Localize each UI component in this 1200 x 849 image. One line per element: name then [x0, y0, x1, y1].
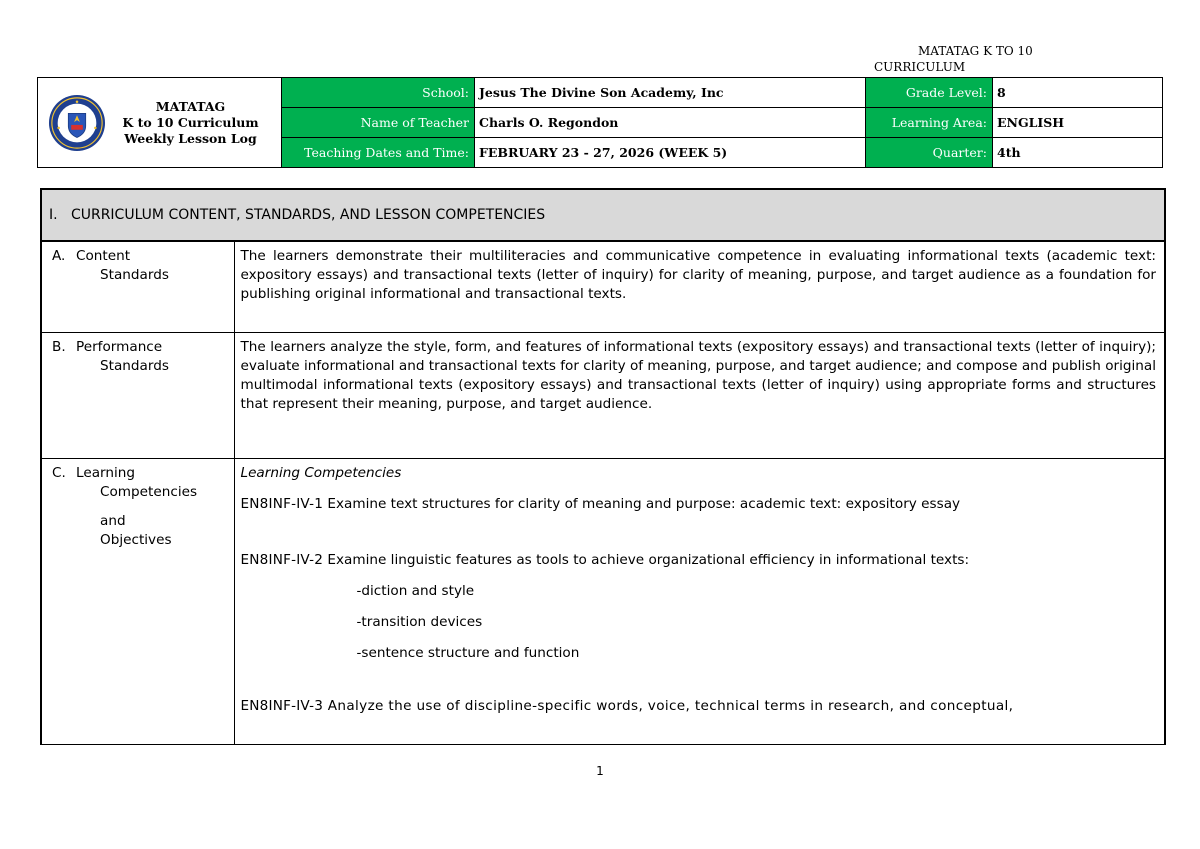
- row-label-line1: Performance: [76, 339, 163, 355]
- content-standards-row: [41, 241, 1165, 333]
- content-standards-text: The learners demonstrate their multiliteracies and communicative competence in evaluating informational texts (academic text: expository essays) and transactional texts (letter of inquiry) for clarity of meaning, purpose, and target audience as a foundation for publishing original informational and transactional texts.: [234, 241, 1165, 333]
- row-letter: B.: [52, 339, 66, 355]
- competency-code: EN8INF-IV-2: [240, 552, 324, 568]
- curriculum-label-line1: MATATAG K TO 10: [918, 44, 1033, 58]
- learning-area-label: Learning Area:: [866, 108, 993, 138]
- section-header-row: [41, 189, 1165, 241]
- section-title: CURRICULUM CONTENT, STANDARDS, AND LESSON COMPETENCIES: [70, 206, 546, 223]
- header-logo-cell: [38, 78, 282, 168]
- row-label-line3: and: [100, 513, 126, 529]
- school-label: School:: [282, 78, 475, 108]
- learning-competencies-row: [41, 459, 1165, 745]
- teacher-value: Charls O. Regondon: [475, 108, 866, 138]
- performance-standards-row: [41, 333, 1165, 459]
- row-label-line1: Content: [76, 248, 131, 264]
- quarter-label: Quarter:: [866, 138, 993, 168]
- row-label-line2: Standards: [100, 267, 169, 283]
- lesson-log-title: [106, 99, 281, 147]
- teaching-dates-value: FEBRUARY 23 - 27, 2026 (WEEK 5): [475, 138, 866, 168]
- grade-level-value: 8: [993, 78, 1163, 108]
- competency-1: [241, 495, 1157, 514]
- performance-standards-label: [41, 333, 234, 459]
- curriculum-label-line2: CURRICULUM: [874, 60, 966, 74]
- content-standards-label: [41, 241, 234, 333]
- learning-competencies-label: [41, 459, 234, 745]
- learning-area-value: ENGLISH: [993, 108, 1163, 138]
- competency-code: EN8INF-IV-1: [240, 496, 324, 512]
- sub-item-transition: -transition devices: [356, 614, 483, 630]
- competency-text: Examine text structures for clarity of meaning and purpose: academic text: expository essay: [323, 496, 961, 512]
- lesson-log-header-table: [37, 77, 1163, 168]
- title-line-matatag: MATATAG: [155, 98, 226, 114]
- school-value: Jesus The Divine Son Academy, Inc: [475, 78, 866, 108]
- competency-text: Analyze the use of discipline-specific words, voice, technical terms in research, and conceptual,: [323, 698, 1014, 714]
- grade-level-label: Grade Level:: [866, 78, 993, 108]
- title-line-weekly-log: Weekly Lesson Log: [124, 130, 257, 146]
- competency-text: Examine linguistic features as tools to achieve organizational efficiency in informational texts:: [323, 552, 970, 568]
- performance-standards-text: The learners analyze the style, form, and features of informational texts (expository essays) and transactional texts (letter of inquiry); evaluate informational and transactional texts for clarity of meaning, purpose, and target audience; and compose and publish original multimodal informational texts (expository essays) and transactional texts (letter of inquiry) using appropriate forms and structures that represent their meaning, purpose, and target audience.: [234, 333, 1165, 459]
- competency-3: [241, 697, 1157, 716]
- sub-item-diction: -diction and style: [356, 583, 475, 599]
- competency-code: EN8INF-IV-3: [240, 698, 324, 714]
- row-letter: C.: [52, 465, 66, 481]
- deped-seal-icon: [48, 94, 106, 152]
- row-label-line4: Objectives: [100, 532, 172, 548]
- section-number: I.: [49, 206, 58, 223]
- teaching-dates-label: Teaching Dates and Time:: [282, 138, 475, 168]
- row-letter: A.: [52, 248, 66, 264]
- curriculum-content-table: [40, 188, 1166, 745]
- learning-competencies-content: [234, 459, 1165, 745]
- section-header: [41, 189, 1165, 241]
- competency-2: [241, 551, 1157, 570]
- row-label-line2: Competencies: [100, 484, 198, 500]
- title-line-curriculum: K to 10 Curriculum: [122, 114, 259, 130]
- sub-item-sentence: -sentence structure and function: [356, 645, 580, 661]
- quarter-value: 4th: [993, 138, 1163, 168]
- competencies-heading: Learning Competencies: [240, 465, 402, 481]
- teacher-label: Name of Teacher: [282, 108, 475, 138]
- row-label-line1: Learning: [76, 465, 136, 481]
- curriculum-label: [874, 43, 1074, 75]
- page-number: 1: [596, 764, 604, 778]
- row-label-line2: Standards: [100, 358, 169, 374]
